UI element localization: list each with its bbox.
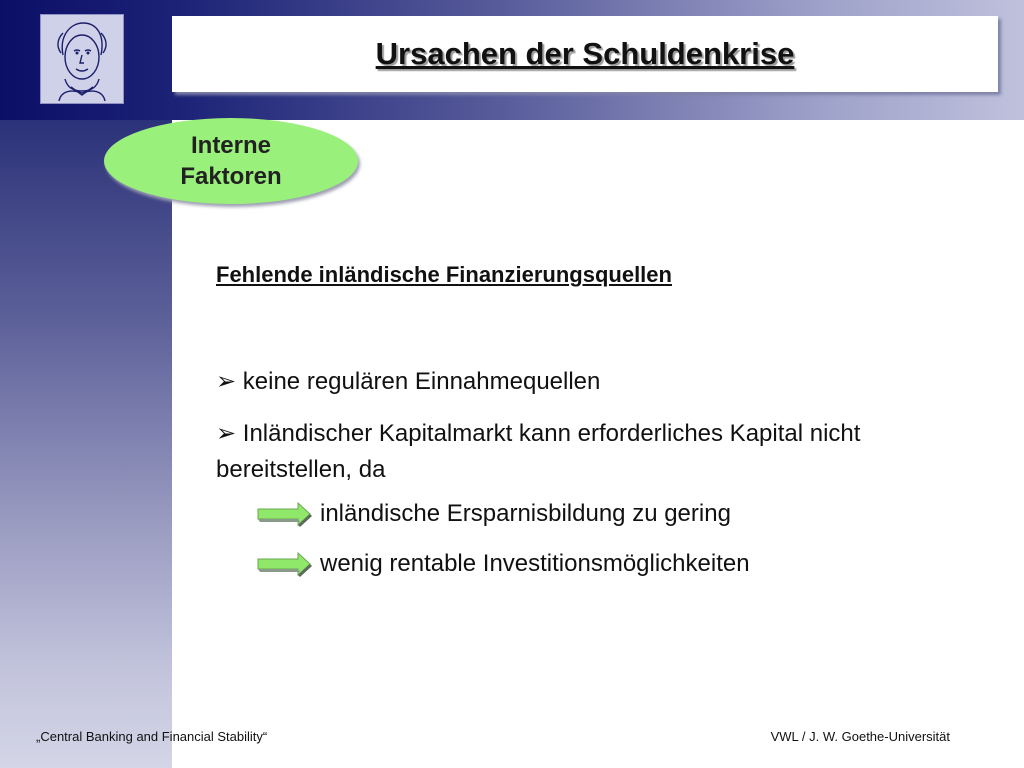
bullet-arrowhead-icon: ➢ bbox=[216, 420, 243, 447]
sub-point bbox=[256, 550, 750, 578]
footer-institution: VWL / J. W. Goethe-Universität bbox=[770, 729, 950, 744]
section-heading: Fehlende inländische Finanzierungsquellen bbox=[216, 262, 672, 287]
bullet-text: Inländischer Kapitalmarkt kann erforderliches Kapital nicht bereitstellen, da bbox=[216, 420, 861, 483]
sub-point bbox=[256, 500, 731, 528]
bullet-item bbox=[216, 364, 600, 400]
university-logo bbox=[40, 14, 124, 104]
right-arrow-icon bbox=[256, 550, 312, 578]
right-arrow-icon bbox=[256, 500, 312, 528]
bullet-arrowhead-icon: ➢ bbox=[216, 368, 243, 395]
bullet-text: keine regulären Einnahmequellen bbox=[242, 368, 601, 395]
bullet-item bbox=[216, 416, 936, 488]
sub-point-text: inländische Ersparnisbildung zu gering bbox=[320, 500, 731, 527]
goethe-portrait-icon bbox=[41, 15, 123, 103]
sub-point-text: wenig rentable Investitionsmöglichkeiten bbox=[320, 550, 750, 577]
sidebar-band bbox=[0, 120, 172, 768]
slide-title: Ursachen der Schuldenkrise bbox=[375, 36, 795, 71]
footer-course-title: „Central Banking and Financial Stability“ bbox=[36, 729, 268, 744]
title-box bbox=[172, 16, 998, 92]
badge-line-2: Faktoren bbox=[180, 163, 282, 190]
category-badge bbox=[104, 118, 358, 204]
badge-line-1: Interne bbox=[190, 131, 271, 159]
